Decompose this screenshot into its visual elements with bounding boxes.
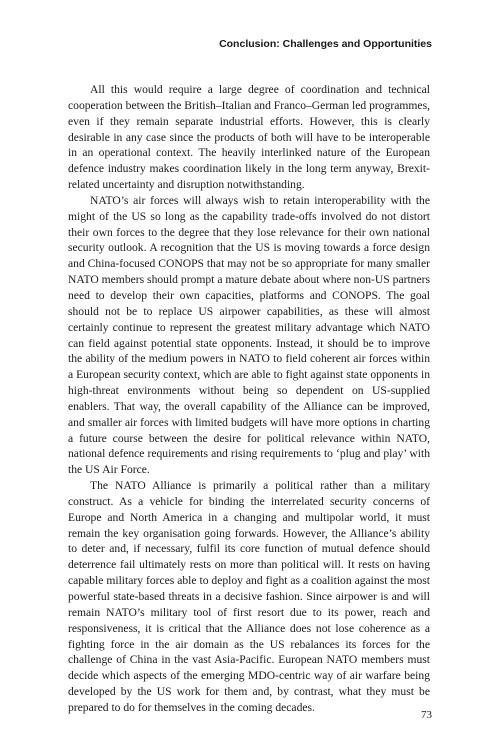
paragraph-2: NATO’s air forces will always wish to retain interoperability with the might of the US so long as the capability trade-offs involved do not distort their own forces to the degree that they lose relevance for their own national security outlook. A recognition that the US is moving towards a force design and China-focused CONOPS that may not be so appropriate for many smaller NATO members should prompt a mature debate about where non-US partners need to develop their own capacities, platforms and CONOPS. The goal should not be to replace US airpower capabilities, as these will almost certainly continue to represent the greatest military advantage which NATO can field against potential state opponents. Instead, it should be to improve the ability of the medium powers in NATO to field coherent air forces within a European security context, which are able to fight against state opponents in high-threat environments without being so dependent on US-supplied enablers. That way, the overall capability of the Alliance can be improved, and smaller air forces with limited budgets will have more options in charting a future course between the desire for political relevance within NATO, national defence requirements and rising requirements to ‘plug and play’ with the US Air Force. (68, 193, 430, 477)
paragraph-3: The NATO Alliance is primarily a political rather than a military construct. As a vehicle for binding the interrelated security concerns of Europe and North America in a changing and multipolar world, it must remain the key organisation going forwards. However, the Alliance’s ability to deter and, if necessary, fulfil its core function of mutual defence should deterrence fail ultimately rests on more than political will. It rests on having capable military forces able to deploy and fight as a coalition against the most powerful state-based threats in a decisive fashion. Since airpower is and will remain NATO’s military tool of first resort due to its power, reach and responsiveness, it is critical that the Alliance does not lose coherence as a fighting force in the air domain as the US rebalances its forces for the challenge of China in the vast Asia-Pacific. European NATO members must decide which aspects of the emerging MDO-centric way of air warfare being developed by the US work for them and, by contrast, what they must be prepared to do for themselves in the coming decades. (68, 479, 430, 714)
running-header: Conclusion: Challenges and Opportunities (219, 38, 432, 50)
body-text (68, 82, 430, 716)
page-number: 73 (421, 709, 432, 721)
paragraph-1: All this would require a large degree of coordination and technical cooperation between the British–Italian and Franco–German led programmes, even if they remain separate industrial efforts. However, this is clearly desirable in any case since the products of both will have to be interoperable in an operational context. The heavily interlinked nature of the European defence industry makes coordination likely in the long term anyway, Brexit-related uncertainty and disruption notwithstanding. (68, 83, 430, 192)
